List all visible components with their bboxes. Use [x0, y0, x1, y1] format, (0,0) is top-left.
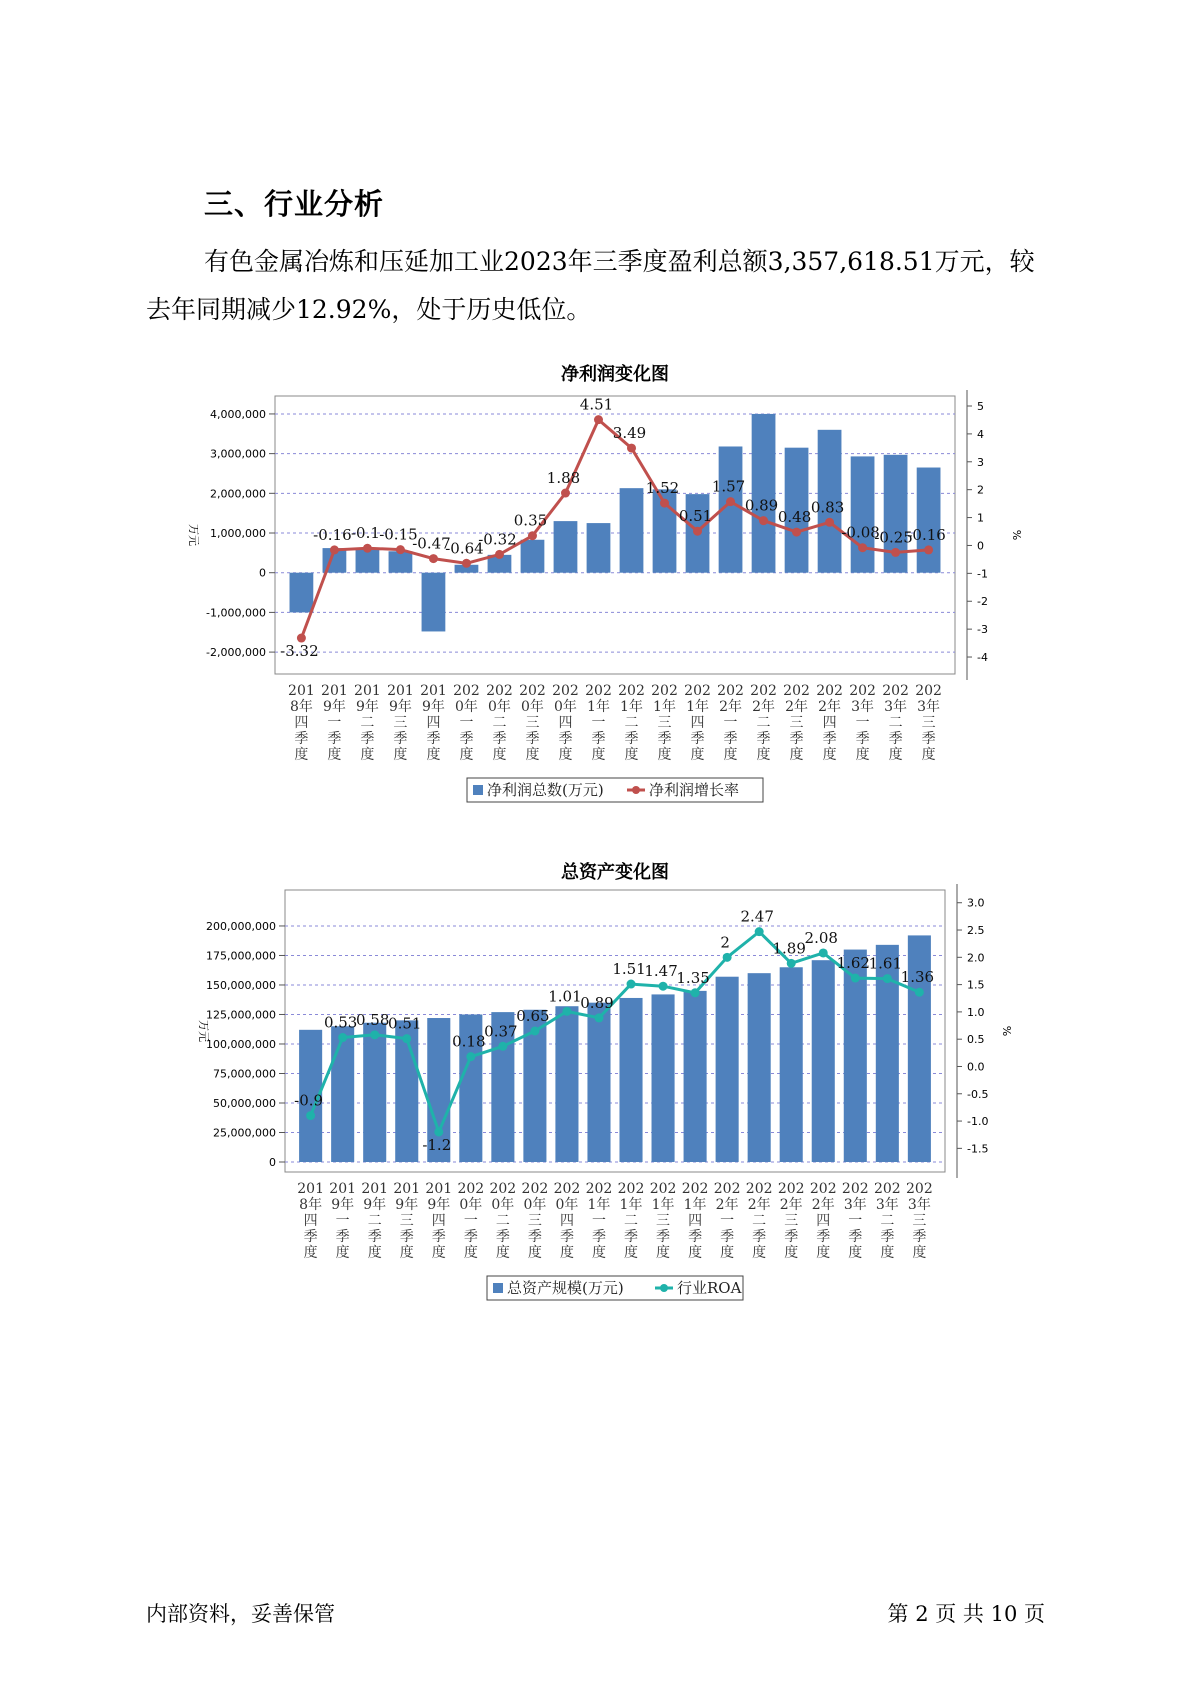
- line-point: [819, 948, 828, 957]
- bar: [422, 573, 446, 632]
- bar: [851, 456, 875, 572]
- y-tick-label: 3,000,000: [210, 447, 266, 461]
- y-tick-label: 25,000,000: [213, 1126, 276, 1140]
- x-category-label: 201 8年四季度: [288, 683, 315, 763]
- legend-bar-swatch: [473, 785, 483, 795]
- data-label: -1.2: [422, 1135, 452, 1154]
- x-category-label: 202 0年一季度: [453, 683, 480, 763]
- y-tick-label: -2,000,000: [206, 646, 266, 660]
- data-label: 1.52: [645, 479, 680, 498]
- line-point: [466, 1052, 475, 1061]
- line-point: [330, 545, 339, 554]
- line-point: [924, 545, 933, 554]
- line-point: [792, 528, 801, 537]
- x-category-label: 202 3年一季度: [849, 683, 876, 763]
- x-category-label: 202 2年二季度: [750, 683, 777, 763]
- data-label: 0.48: [777, 508, 812, 527]
- bar: [620, 488, 644, 573]
- x-category-label: 202 1年三季度: [649, 1181, 677, 1261]
- bar: [752, 414, 776, 573]
- y2-tick-label: 1.5: [967, 978, 985, 992]
- line-point: [691, 988, 700, 997]
- x-category-label: 202 2年二季度: [745, 1181, 773, 1261]
- y-tick-label: -1,000,000: [206, 606, 266, 620]
- line-point: [363, 544, 372, 553]
- y2-tick-label: 2.5: [967, 924, 985, 938]
- y2-tick-label: 2.0: [967, 951, 985, 965]
- total-assets-chart-svg: [0, 850, 1191, 1310]
- x-category-label: 201 9年四季度: [425, 1181, 453, 1261]
- line-point: [659, 982, 668, 991]
- data-label: -0.47: [412, 534, 451, 553]
- y-tick-label: 0: [259, 566, 266, 580]
- line-point: [562, 1007, 571, 1016]
- section-heading: 三、行业分析: [204, 187, 385, 221]
- x-category-label: 202 3年二季度: [882, 683, 909, 763]
- x-category-label: 202 1年二季度: [618, 683, 645, 763]
- y-tick-label: 125,000,000: [206, 1008, 276, 1022]
- bar: [290, 573, 314, 613]
- y-tick-label: 75,000,000: [213, 1067, 276, 1081]
- y2-tick-label: -0.5: [967, 1087, 989, 1101]
- y-tick-label: 100,000,000: [206, 1037, 276, 1051]
- y-tick-label: 50,000,000: [213, 1096, 276, 1110]
- line-point: [306, 1111, 315, 1120]
- data-label: 0.58: [356, 1010, 390, 1029]
- bar: [917, 468, 941, 573]
- line-point: [370, 1030, 379, 1039]
- data-label: -0.08: [841, 523, 880, 542]
- data-label: -0.16: [907, 525, 946, 544]
- data-label: -0.32: [478, 530, 517, 549]
- x-category-label: 202 0年二季度: [486, 683, 513, 763]
- footer-confidential-note: 内部资料，妥善保管: [146, 1602, 335, 1626]
- line-point: [825, 518, 834, 527]
- data-label: 1.62: [836, 954, 870, 973]
- data-label: 1.51: [612, 960, 646, 979]
- data-label: 0.83: [810, 498, 845, 517]
- x-category-label: 202 3年三季度: [906, 1181, 933, 1261]
- chart-title: 净利润变化图: [561, 364, 669, 385]
- x-category-label: 202 3年二季度: [873, 1181, 901, 1261]
- x-category-label: 202 1年三季度: [651, 683, 678, 763]
- bar: [684, 991, 707, 1162]
- line-point: [693, 527, 702, 536]
- data-label: 0.51: [388, 1014, 422, 1033]
- line-point: [462, 559, 471, 568]
- x-category-label: 202 2年四季度: [816, 683, 843, 763]
- line-point: [891, 548, 900, 557]
- y-tick-label: 200,000,000: [206, 919, 276, 933]
- bar: [780, 967, 803, 1162]
- footer-page-number: 第 2 页 共 10 页: [887, 1602, 1045, 1626]
- y2-tick-label: 1.0: [967, 1005, 985, 1019]
- line-point: [915, 988, 924, 997]
- data-label: 0.37: [484, 1022, 518, 1041]
- y-tick-label: 175,000,000: [206, 949, 276, 963]
- data-label: -0.9: [294, 1091, 324, 1110]
- bar: [356, 550, 380, 573]
- y2-tick-label: 0: [977, 539, 984, 553]
- bar: [812, 960, 835, 1162]
- x-category-label: 202 2年一季度: [717, 683, 744, 763]
- line-point: [429, 554, 438, 563]
- data-label: 4.51: [579, 395, 614, 414]
- x-category-label: 202 0年四季度: [552, 683, 579, 763]
- line-point: [338, 1033, 347, 1042]
- bar: [555, 1006, 578, 1162]
- data-label: -0.64: [445, 539, 484, 558]
- y-axis-label: 万元: [197, 1020, 210, 1042]
- line-point: [723, 953, 732, 962]
- legend-bar-label: 净利润总数(万元): [487, 781, 604, 799]
- y2-axis-label: %: [1010, 529, 1023, 541]
- line-point: [498, 1042, 507, 1051]
- y2-tick-label: 3: [977, 455, 984, 469]
- net-profit-chart: [0, 352, 1191, 812]
- bar: [554, 521, 578, 573]
- x-category-label: 202 2年三季度: [777, 1181, 805, 1261]
- line-point: [561, 489, 570, 498]
- data-label: 2.08: [804, 928, 838, 947]
- data-label: 1.88: [546, 469, 581, 488]
- x-category-label: 201 8年四季度: [297, 1181, 324, 1261]
- y2-tick-label: 0.5: [967, 1033, 985, 1047]
- y-tick-label: 0: [269, 1156, 276, 1169]
- x-category-label: 202 1年四季度: [681, 1181, 709, 1261]
- line-point: [627, 444, 636, 453]
- data-label: 0.89: [580, 993, 614, 1012]
- y2-tick-label: -4: [977, 651, 988, 665]
- x-category-label: 202 0年三季度: [521, 1181, 549, 1261]
- bar: [363, 1023, 386, 1162]
- y2-axis-label: %: [1000, 1025, 1013, 1037]
- net-profit-chart-svg: [0, 352, 1191, 812]
- legend-bar-swatch: [493, 1283, 503, 1293]
- y2-tick-label: -1.0: [967, 1115, 989, 1129]
- bar: [619, 998, 642, 1162]
- line-point: [528, 531, 537, 540]
- line-point: [660, 499, 669, 508]
- data-label: -0.16: [313, 525, 352, 544]
- x-category-label: 202 0年三季度: [519, 683, 546, 763]
- bar: [652, 994, 675, 1162]
- data-label: 3.49: [612, 424, 647, 443]
- y-tick-label: 2,000,000: [210, 487, 266, 501]
- bar: [521, 540, 545, 573]
- legend-line-label: 净利润增长率: [649, 781, 740, 799]
- data-label: 0.35: [513, 511, 548, 530]
- x-category-label: 202 1年四季度: [684, 683, 711, 763]
- bar: [716, 977, 739, 1162]
- y2-tick-label: 1: [977, 511, 984, 525]
- data-label: 0.65: [516, 1007, 550, 1025]
- y2-tick-label: -1: [977, 567, 988, 581]
- data-label: 1.47: [644, 962, 678, 981]
- data-label: -3.32: [280, 642, 319, 661]
- y-tick-label: 4,000,000: [210, 407, 266, 421]
- data-label: 2: [720, 933, 730, 952]
- line-point: [402, 1034, 411, 1043]
- chart-title: 总资产变化图: [561, 862, 669, 883]
- x-category-label: 201 9年一季度: [329, 1181, 357, 1261]
- x-category-label: 202 2年三季度: [783, 683, 810, 763]
- line-point: [530, 1027, 539, 1036]
- line-point: [627, 980, 636, 989]
- y2-tick-label: 0.0: [967, 1060, 985, 1074]
- y-tick-label: 1,000,000: [210, 527, 266, 541]
- x-category-label: 201 9年三季度: [387, 683, 414, 763]
- x-category-label: 202 0年二季度: [489, 1181, 517, 1261]
- data-label: 1.61: [868, 954, 903, 973]
- data-label: 0.51: [678, 507, 713, 526]
- data-label: -0.15: [379, 525, 418, 544]
- line-point: [594, 1013, 603, 1022]
- data-label: 1.36: [900, 968, 935, 987]
- line-point: [594, 415, 603, 424]
- line-point: [759, 516, 768, 525]
- x-category-label: 201 9年一季度: [321, 683, 348, 763]
- data-label: -0.1: [350, 524, 380, 543]
- line-point: [851, 974, 860, 983]
- x-category-label: 202 3年一季度: [841, 1181, 869, 1261]
- y2-tick-label: -2: [977, 595, 988, 609]
- line-point: [883, 974, 892, 983]
- data-label: 0.89: [744, 496, 779, 515]
- line-point: [755, 927, 764, 936]
- y2-tick-label: 2: [977, 483, 984, 497]
- bar: [389, 551, 413, 572]
- total-assets-chart: [0, 850, 1191, 1310]
- y-tick-label: 150,000,000: [206, 978, 276, 992]
- legend-line-label: 行业ROA: [677, 1279, 742, 1297]
- legend-line-marker: [632, 786, 640, 794]
- x-category-label: 202 3年三季度: [915, 683, 942, 763]
- data-label: 1.89: [772, 939, 806, 958]
- x-category-label: 201 9年二季度: [361, 1181, 389, 1261]
- line-point: [726, 497, 735, 506]
- x-category-label: 202 0年一季度: [457, 1181, 485, 1261]
- data-label: 1.35: [676, 968, 710, 987]
- x-category-label: 201 9年三季度: [393, 1181, 421, 1261]
- data-label: 0.53: [323, 1013, 358, 1032]
- legend-bar-label: 总资产规模(万元): [507, 1279, 624, 1297]
- bar: [587, 1003, 610, 1162]
- data-label: 1.01: [548, 987, 582, 1006]
- y-axis-label: 万元: [187, 524, 200, 546]
- x-category-label: 202 1年一季度: [585, 1181, 613, 1261]
- bar: [748, 973, 771, 1162]
- data-label: 0.18: [452, 1032, 486, 1051]
- summary-paragraph: 有色金属冶炼和压延加工业2023年三季度盈利总额3,357,618.51万元，较去年同期减少12.92%，处于历史低位。: [146, 247, 1035, 324]
- data-label: 1.57: [711, 477, 746, 496]
- x-category-label: 202 2年四季度: [809, 1181, 837, 1261]
- legend-line-marker: [660, 1284, 668, 1292]
- y2-tick-label: -1.5: [967, 1142, 989, 1156]
- x-category-label: 202 0年四季度: [553, 1181, 581, 1261]
- x-category-label: 201 9年二季度: [354, 683, 381, 763]
- y2-tick-label: -3: [977, 623, 988, 637]
- line-point: [787, 959, 796, 968]
- bar: [587, 523, 611, 573]
- line-point: [495, 550, 504, 559]
- data-label: -0.25: [874, 528, 913, 547]
- x-category-label: 202 1年一季度: [585, 683, 612, 763]
- x-category-label: 202 1年二季度: [617, 1181, 645, 1261]
- x-category-label: 202 2年一季度: [713, 1181, 741, 1261]
- line-point: [858, 543, 867, 552]
- x-category-label: 201 9年四季度: [420, 683, 447, 763]
- y2-tick-label: 5: [977, 400, 984, 413]
- data-label: 2.47: [740, 907, 774, 926]
- line-point: [396, 545, 405, 554]
- y2-tick-label: 3.0: [967, 896, 985, 910]
- bar: [331, 1026, 354, 1162]
- y2-tick-label: 4: [977, 427, 984, 441]
